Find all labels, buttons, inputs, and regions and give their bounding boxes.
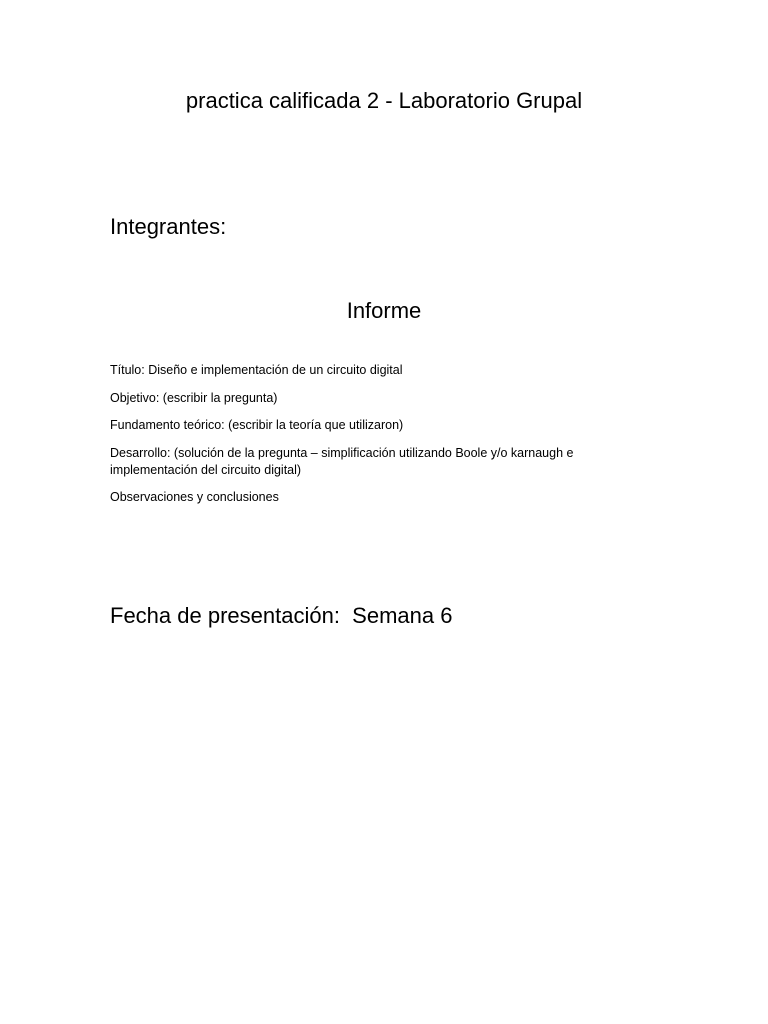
section-titulo: Título: Diseño e implementación de un circuito digital: [110, 363, 403, 377]
document-title: practica calificada 2 - Laboratorio Grupal: [185, 88, 583, 113]
section-observaciones: Observaciones y conclusiones: [110, 490, 279, 504]
integrantes-label: Integrantes:: [110, 214, 227, 239]
fecha-presentacion: [110, 601, 452, 631]
informe-heading: Informe: [346, 298, 422, 323]
fecha-value: Semana 6: [352, 603, 453, 628]
fecha-label: Fecha de presentación:: [110, 603, 340, 628]
report-sections-list: [110, 362, 630, 517]
section-desarrollo: Desarrollo: (solución de la pregunta – simplificación utilizando Boole y/o karnaugh e implementación del circuito digital): [110, 445, 574, 477]
section-objetivo: Objetivo: (escribir la pregunta): [110, 390, 278, 405]
section-fundamento-teorico: Fundamento teórico: (escribir la teoría que utilizaron): [110, 418, 404, 432]
